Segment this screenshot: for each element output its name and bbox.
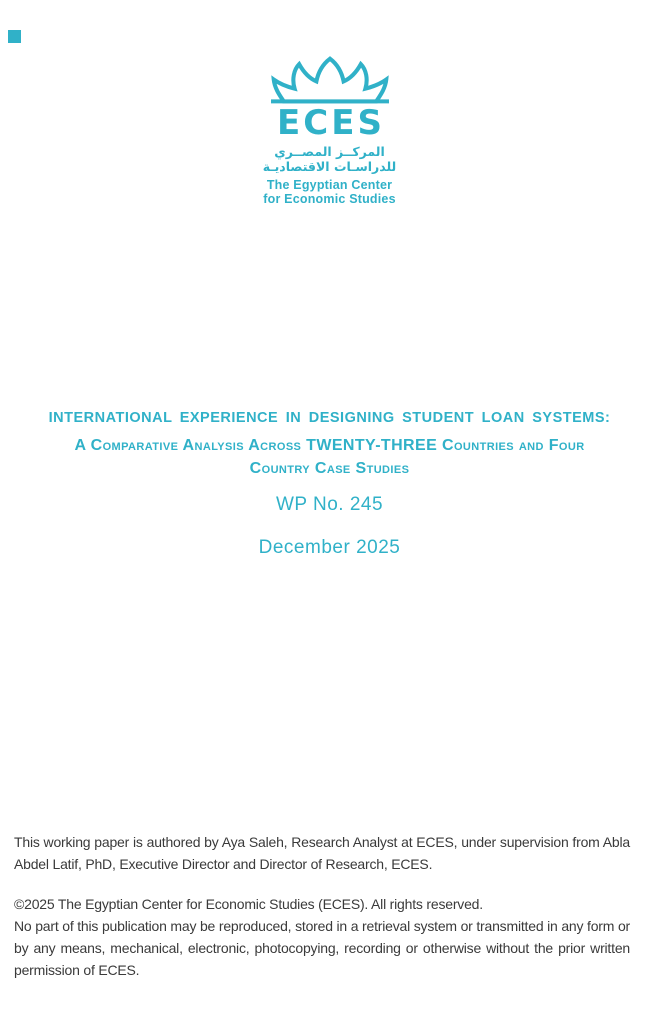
logo-arabic-line1: المركــز المصــري [274, 144, 385, 159]
logo-acronym: ECES [277, 103, 385, 143]
logo-english-line2: for Economic Studies [263, 191, 396, 206]
eces-logo [0, 56, 659, 205]
page-corner-mark [8, 30, 21, 43]
logo-english-line1: The Egyptian Center [266, 178, 393, 192]
paper-title [20, 410, 639, 480]
title-line1: INTERNATIONAL EXPERIENCE IN DESIGNING STUDENT LOAN SYSTEMS: [48, 410, 611, 426]
copyright-line: ©2025 The Egyptian Center for Economic Studies (ECES). All rights reserved. [14, 896, 483, 912]
authorship-paragraph: This working paper is authored by Aya Saleh, Research Analyst at ECES, under supervision from Abla Abdel Latif, PhD, Executive Director and Director of Research, ECES. [14, 834, 630, 872]
footer-text [14, 831, 630, 981]
logo-arabic-name [263, 144, 397, 174]
issue-date: December 2025 [258, 537, 401, 558]
rights-paragraph: No part of this publication may be reproduced, stored in a retrieval system or transmitted in any form or by any means, mechanical, electronic, photocopying, recording or otherwise without the prior written permission of ECES. [14, 918, 630, 978]
logo-english-name [263, 178, 396, 205]
title-line3: Country Case Studies [249, 460, 410, 477]
title-line2: A Comparative Analysis Across TWENTY-THREE Countries and Four [74, 437, 585, 454]
working-paper-number: WP No. 245 [275, 494, 384, 515]
lotus-icon [270, 56, 390, 105]
logo-arabic-line2: للدراسـات الاقتصاديـة [262, 159, 397, 174]
